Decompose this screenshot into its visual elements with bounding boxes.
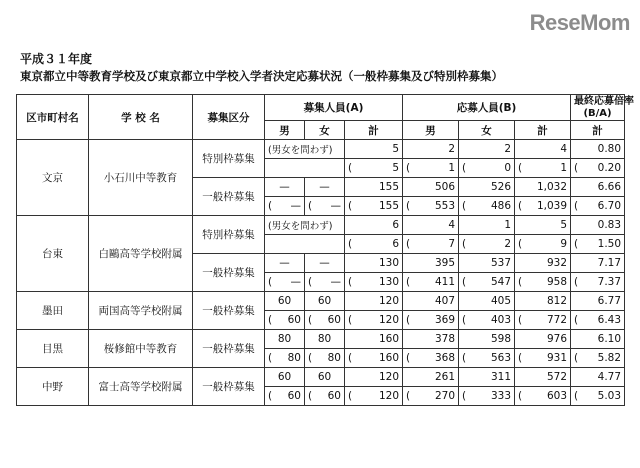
header-cap-male: 男 [265,121,305,140]
paren-open: ( [574,200,579,212]
app-total: 4 [515,140,571,159]
prev-app-male [403,197,459,216]
paren-open: ( [462,314,467,326]
prev-ratio [571,311,625,330]
prev-app-male [403,273,459,292]
app-female: 2 [459,140,515,159]
app-female: 405 [459,292,515,311]
cap-female: — [305,178,345,197]
prev-ratio [571,349,625,368]
cell-value: 563 [490,352,512,364]
prev-ratio [571,159,625,178]
prev-cap-total [345,235,403,254]
cell-value: 120 [378,314,400,326]
paren-open: ( [308,352,313,364]
cell-value: — [330,276,341,288]
prev-app-female [459,197,515,216]
prev-app-female [459,235,515,254]
cap-total: 120 [345,368,403,387]
category-cell: 一般枠募集 [193,330,265,368]
header-ratio [571,95,635,121]
paren-open: ( [518,238,523,250]
cap-male: 60 [265,368,305,387]
paren-open: ( [574,276,579,288]
header-applicants: 応募人員(B) [403,95,571,121]
cell-value: 411 [434,276,456,288]
prev-cap-male [265,387,305,406]
app-male: 2 [403,140,459,159]
header-capacity: 募集人員(A) [265,95,403,121]
cell-value: 7 [448,238,456,250]
cell-value: 60 [287,314,301,326]
paren-open: ( [308,314,313,326]
app-female: 311 [459,368,515,387]
cap-male: — [265,178,305,197]
paren-open: ( [574,162,579,174]
prev-cap-female [305,311,345,330]
cell-value: 772 [546,314,568,326]
paren-open: ( [518,276,523,288]
cell-value: 0 [504,162,512,174]
cap-male: — [265,254,305,273]
prev-cap-total [345,197,403,216]
cap-female: — [305,254,345,273]
app-total: 1,032 [515,178,571,197]
header-app-total: 計 [515,121,571,140]
app-female: 1 [459,216,515,235]
app-male: 506 [403,178,459,197]
prev-app-total [515,235,571,254]
table-row [17,292,625,311]
table-body [17,140,625,406]
prev-cap-female [305,387,345,406]
school-cell: 小石川中等教育 [89,140,193,216]
paren-open: ( [406,390,411,402]
prev-cap-total [345,387,403,406]
ratio-value: 0.83 [571,216,625,235]
header-school: 学 校 名 [89,95,193,140]
prev-cap-male [265,273,305,292]
category-cell: 特別枠募集 [193,216,265,254]
prev-app-male [403,235,459,254]
header-cap-female: 女 [305,121,345,140]
prev-app-female [459,311,515,330]
app-female: 537 [459,254,515,273]
cap-male: 60 [265,292,305,311]
app-total: 976 [515,330,571,349]
paren-open: ( [268,390,273,402]
cell-value: — [290,276,301,288]
paren-open: ( [268,352,273,364]
cell-value: 80 [327,352,341,364]
paren-open: ( [348,238,353,250]
prev-app-female [459,349,515,368]
prev-app-total [515,273,571,292]
paren-open: ( [574,238,579,250]
cell-value: 60 [327,390,341,402]
cell-value: 5.03 [597,390,622,402]
cell-value: 160 [378,352,400,364]
ratio-value: 6.77 [571,292,625,311]
header-district: 区市町村名 [17,95,89,140]
cap-female: 80 [305,330,345,349]
cell-value: 60 [327,314,341,326]
prev-cap-total [345,349,403,368]
table-row [17,216,625,235]
prev-cap-male [265,197,305,216]
prev-ratio [571,197,625,216]
paren-open: ( [406,200,411,212]
prev-cap-female [305,349,345,368]
cell-value: 603 [546,390,568,402]
paren-open: ( [308,390,313,402]
ratio-value: 0.80 [571,140,625,159]
prev-app-female [459,273,515,292]
header-ratio-title: 最終応募倍率 [574,95,635,107]
cap-female: 60 [305,292,345,311]
cap-total: 155 [345,178,403,197]
cell-value: 368 [434,352,456,364]
cell-value: 1 [448,162,456,174]
cap-total: 5 [345,140,403,159]
paren-open: ( [518,162,523,174]
ratio-value: 6.66 [571,178,625,197]
cell-value: 120 [378,390,400,402]
cell-value: 5 [392,162,400,174]
district-cell: 墨田 [17,292,89,330]
app-male: 395 [403,254,459,273]
category-cell: 一般枠募集 [193,178,265,216]
app-male: 407 [403,292,459,311]
prev-app-total [515,197,571,216]
cell-value: 5.82 [597,352,622,364]
prev-app-male [403,387,459,406]
app-male: 378 [403,330,459,349]
app-male: 4 [403,216,459,235]
paren-open: ( [406,276,411,288]
cell-value: 130 [378,276,400,288]
gender-note: (男女を問わず) [265,140,345,159]
cell-value: 6 [392,238,400,250]
cell-value: 1.50 [597,238,622,250]
school-cell: 白鷗高等学校附属 [89,216,193,292]
district-cell: 文京 [17,140,89,216]
paren-open: ( [574,352,579,364]
prev-app-male [403,349,459,368]
prev-app-total [515,387,571,406]
resemom-logo: ReseMom [529,10,630,35]
ratio-value: 4.77 [571,368,625,387]
prev-cap-female [305,273,345,292]
prev-cap-blank [265,235,345,254]
district-cell: 中野 [17,368,89,406]
app-female: 526 [459,178,515,197]
prev-cap-total [345,311,403,330]
cell-value: 6.43 [597,314,622,326]
cap-female: 60 [305,368,345,387]
cell-value: 403 [490,314,512,326]
prev-ratio [571,273,625,292]
paren-open: ( [462,238,467,250]
paren-open: ( [268,314,273,326]
cell-value: 547 [490,276,512,288]
district-cell: 目黒 [17,330,89,368]
paren-open: ( [348,162,353,174]
cap-total: 130 [345,254,403,273]
prev-app-male [403,311,459,330]
prev-ratio [571,235,625,254]
cell-value: 155 [378,200,400,212]
paren-open: ( [518,200,523,212]
paren-open: ( [348,314,353,326]
app-total: 5 [515,216,571,235]
page-title-year: 平成３１年度 [20,52,93,66]
paren-open: ( [462,200,467,212]
header-cap-total: 計 [345,121,403,140]
header-ratio-sub: (B/A) [583,107,612,119]
cell-value: 270 [434,390,456,402]
cell-value: 0.20 [597,162,622,174]
paren-open: ( [308,200,313,212]
paren-open: ( [574,314,579,326]
paren-open: ( [406,314,411,326]
prev-app-female [459,387,515,406]
category-cell: 一般枠募集 [193,254,265,292]
cell-value: 80 [287,352,301,364]
prev-cap-male [265,311,305,330]
ratio-value: 7.17 [571,254,625,273]
cell-value: 60 [287,390,301,402]
gender-note: (男女を問わず) [265,216,345,235]
cell-value: 931 [546,352,568,364]
cell-value: 333 [490,390,512,402]
cell-value: 1,039 [536,200,568,212]
prev-cap-blank [265,159,345,178]
cell-value: 486 [490,200,512,212]
school-cell: 桜修館中等教育 [89,330,193,368]
paren-open: ( [308,276,313,288]
paren-open: ( [462,276,467,288]
paren-open: ( [462,352,467,364]
app-total: 932 [515,254,571,273]
prev-app-total [515,159,571,178]
category-cell: 一般枠募集 [193,368,265,406]
cell-value: 2 [504,238,512,250]
prev-cap-male [265,349,305,368]
ratio-value: 6.10 [571,330,625,349]
header-app-male: 男 [403,121,459,140]
table-row [17,368,625,387]
paren-open: ( [518,352,523,364]
paren-open: ( [574,390,579,402]
app-female: 598 [459,330,515,349]
prev-app-female [459,159,515,178]
category-cell: 一般枠募集 [193,292,265,330]
cap-male: 80 [265,330,305,349]
cell-value: 369 [434,314,456,326]
cell-value: 7.37 [597,276,622,288]
app-total: 812 [515,292,571,311]
paren-open: ( [268,200,273,212]
app-male: 261 [403,368,459,387]
paren-open: ( [406,162,411,174]
prev-cap-female [305,197,345,216]
header-category: 募集区分 [193,95,265,140]
page-title: 東京都立中等教育学校及び東京都立中学校入学者決定応募状況（一般枠募集及び特別枠募集） [20,69,503,83]
cell-value: 1 [560,162,568,174]
paren-open: ( [518,390,523,402]
cap-total: 120 [345,292,403,311]
cap-total: 160 [345,330,403,349]
prev-ratio [571,387,625,406]
cell-value: — [290,200,301,212]
paren-open: ( [348,390,353,402]
prev-app-total [515,311,571,330]
application-status-table [16,94,635,406]
header-app-female: 女 [459,121,515,140]
prev-app-male [403,159,459,178]
app-total: 572 [515,368,571,387]
paren-open: ( [348,200,353,212]
prev-cap-total [345,159,403,178]
paren-open: ( [518,314,523,326]
cell-value: 958 [546,276,568,288]
paren-open: ( [462,390,467,402]
prev-app-total [515,349,571,368]
paren-open: ( [268,276,273,288]
table-row [17,330,625,349]
paren-open: ( [348,352,353,364]
header-ratio-total: 計 [571,121,625,140]
prev-cap-total [345,273,403,292]
cell-value: 553 [434,200,456,212]
paren-open: ( [406,352,411,364]
cell-value: 6.70 [597,200,622,212]
school-cell: 富士高等学校附属 [89,368,193,406]
category-cell: 特別枠募集 [193,140,265,178]
cell-value: 9 [560,238,568,250]
district-cell: 台東 [17,216,89,292]
paren-open: ( [462,162,467,174]
paren-open: ( [348,276,353,288]
table-row [17,140,625,159]
school-cell: 両国高等学校附属 [89,292,193,330]
cap-total: 6 [345,216,403,235]
paren-open: ( [406,238,411,250]
cell-value: — [330,200,341,212]
